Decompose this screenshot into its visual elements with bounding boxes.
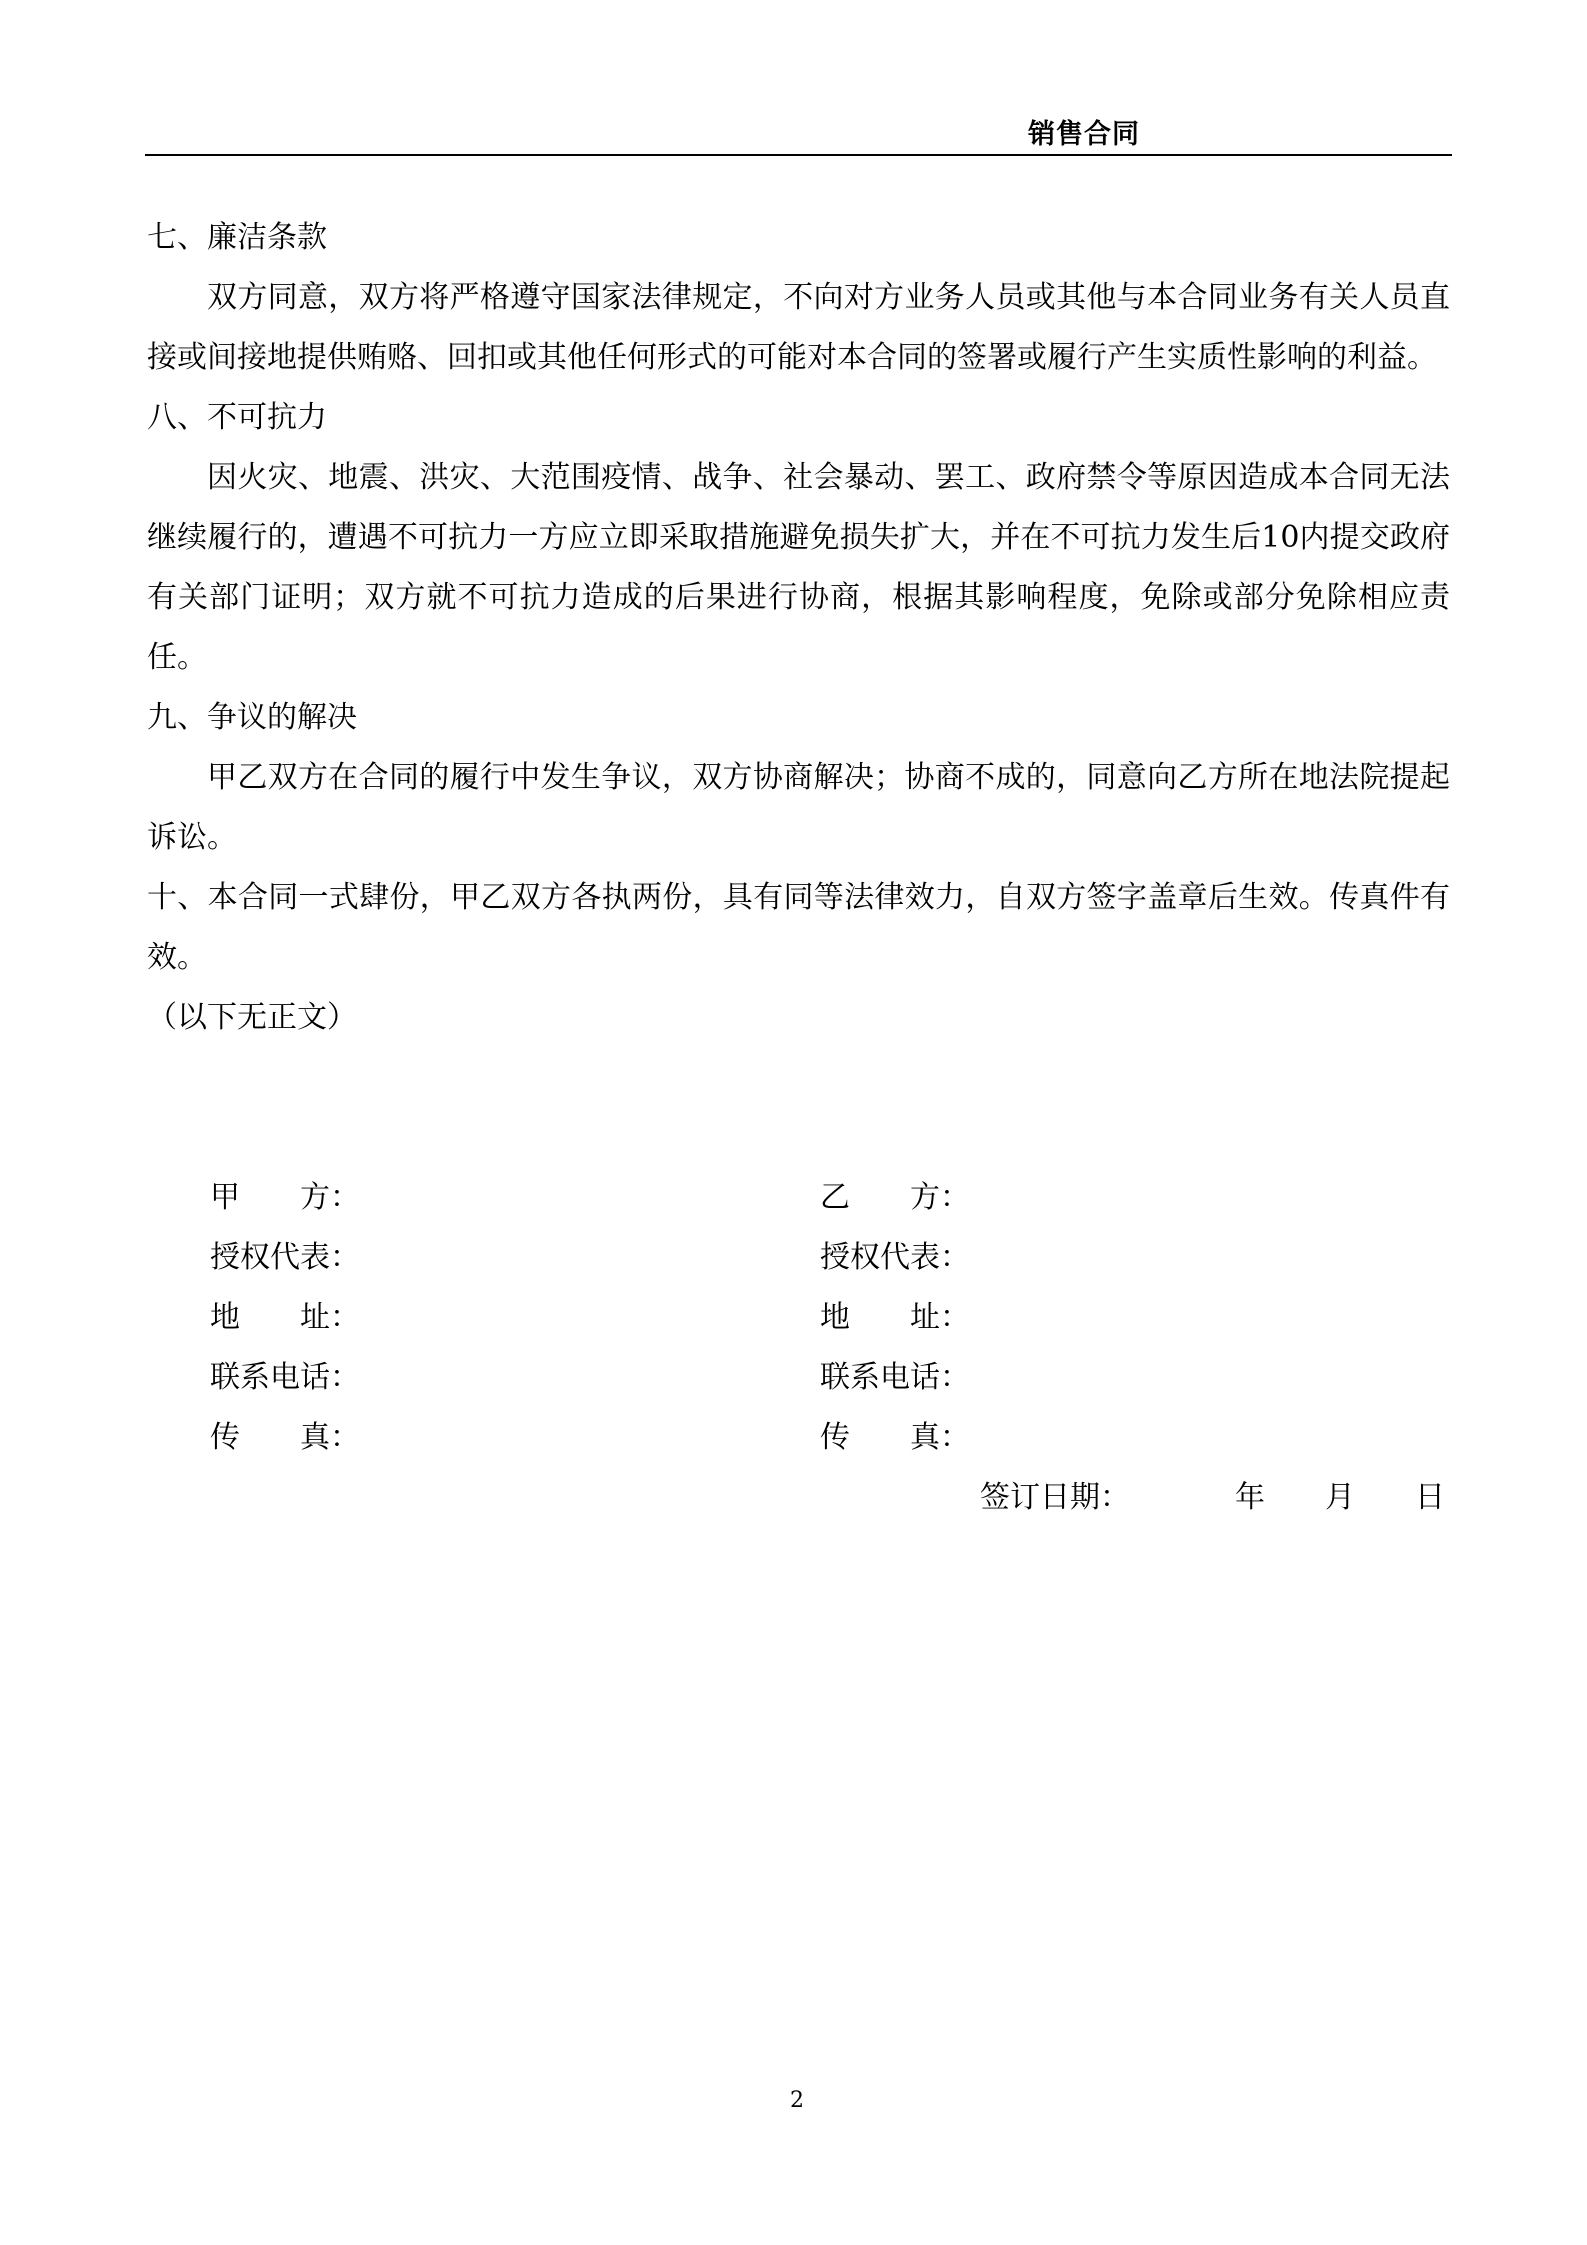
header-divider [145, 154, 1452, 156]
signing-date-line: 签订日期： 年 月 日 [980, 1480, 1445, 1515]
section-heading-integrity: 七、廉洁条款 [147, 220, 327, 255]
party-a-phone-label: 联系电话： [210, 1360, 360, 1395]
contract-body [147, 208, 1450, 1048]
section-body-integrity: 双方同意，双方将严格遵守国家法律规定，不向对方业务人员或其他与本合同业务有关人员直接或间接地提供贿赂、回扣或其他任何形式的可能对本合同的签署或履行产生实质性影响的利益。 [147, 280, 1450, 375]
section-heading-force-majeure: 八、不可抗力 [147, 400, 327, 435]
party-a-representative-label: 授权代表： [210, 1240, 360, 1275]
page-number: 2 [790, 2088, 804, 2113]
page-header-title: 销售合同 [1028, 119, 1140, 150]
section-body-force-majeure: 因火灾、地震、洪灾、大范围疫情、战争、社会暴动、罢工、政府禁令等原因造成本合同无法继续履行的，遭遇不可抗力一方应立即采取措施避免损失扩大，并在不可抗力发生后10内提交政府有关部门证明；双方就不可抗力造成的后果进行协商，根据其影响程度，免除或部分免除相应责任。 [147, 460, 1450, 675]
party-b-representative-label: 授权代表： [820, 1240, 970, 1275]
section-heading-dispute: 九、争议的解决 [147, 700, 357, 735]
party-a-address-label: 地 址： [210, 1300, 360, 1335]
party-a-fax-label: 传 真： [210, 1420, 360, 1455]
party-a-name-label: 甲 方： [210, 1180, 360, 1215]
clause-ten: 十、本合同一式肆份，甲乙双方各执两份，具有同等法律效力，自双方签字盖章后生效。传真件有效。 [147, 880, 1450, 975]
end-note: （以下无正文） [147, 1000, 357, 1035]
party-b-address-label: 地 址： [820, 1300, 970, 1335]
party-b-name-label: 乙 方： [820, 1180, 970, 1215]
party-b-fax-label: 传 真： [820, 1420, 970, 1455]
section-body-dispute: 甲乙双方在合同的履行中发生争议，双方协商解决；协商不成的，同意向乙方所在地法院提起诉讼。 [147, 760, 1450, 855]
party-b-phone-label: 联系电话： [820, 1360, 970, 1395]
